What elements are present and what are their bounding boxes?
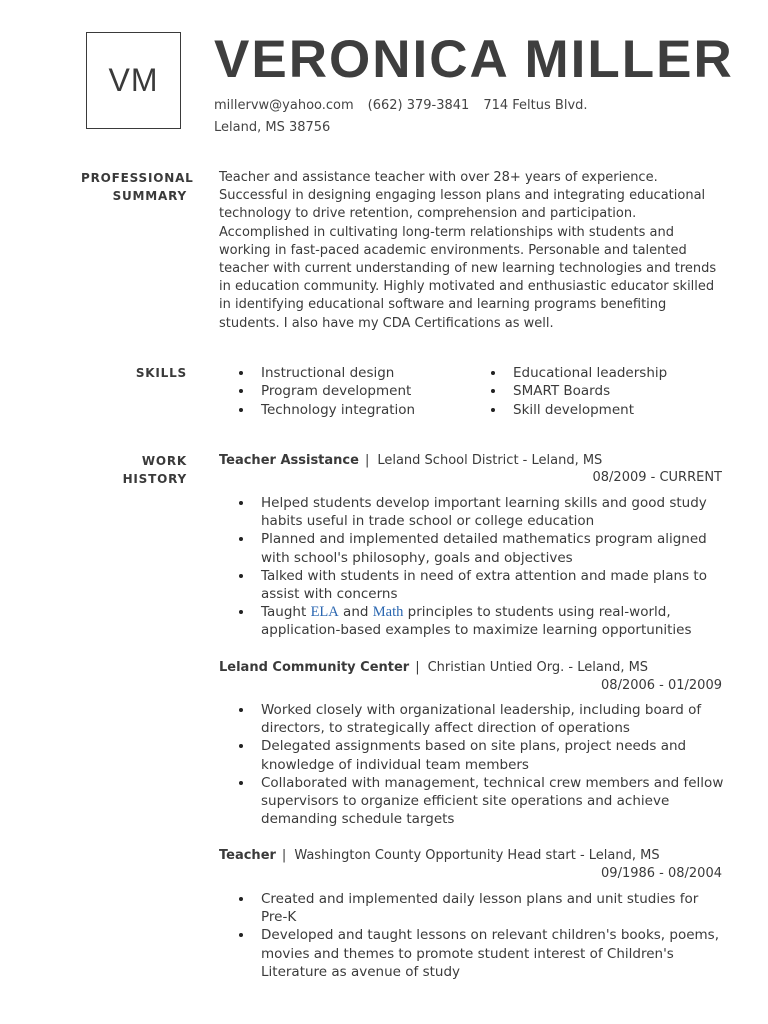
- job-dates: 08/2006 - 01/2009: [601, 678, 722, 693]
- skill-item: Instructional design: [238, 364, 415, 382]
- job-bullet: Worked closely with organizational leadership, including board of directors, to strategically affect direction of operations: [238, 701, 724, 737]
- summary-section-label: [81, 169, 194, 205]
- contact-line: [214, 97, 588, 115]
- email-text: millervw@yahoo.com: [214, 98, 354, 113]
- work-history-section-label: WORK HISTORY: [122, 454, 187, 486]
- job-bullet: Delegated assignments based on site plans, project needs and knowledge of individual team members: [238, 737, 724, 773]
- job-heading: [219, 452, 602, 470]
- job-dates: 09/1986 - 08/2004: [601, 866, 722, 881]
- job-title: Teacher Assistance: [219, 453, 359, 468]
- address-text: 714 Feltus Blvd.: [483, 98, 588, 113]
- job-bullet: Planned and implemented detailed mathematics program aligned with school's philosophy, goals and objectives: [238, 530, 724, 566]
- phone-text: (662) 379-3841: [367, 98, 470, 113]
- candidate-name: VERONICA MILLER: [214, 30, 734, 89]
- summary-text: Teacher and assistance teacher with over 28+ years of experience. Successful in designing engaging lesson plans and integrating educational technology to drive retention, comprehension and participation. Accomplished in cultivating long-term relationships with students and working in fast-paced academic environments. Personable and talented teacher with current understanding of new learning technologies and trends in education community. Highly motivated and enthusiastic educator skilled in identifying educational software and learning programs benefiting students. I also have my CDA Certifications as well.: [219, 170, 717, 331]
- job-bullets: [238, 890, 724, 981]
- skill-item: Technology integration: [238, 401, 415, 419]
- job-bullets: [238, 494, 724, 640]
- skill-item: SMART Boards: [490, 382, 667, 400]
- summary-label-line2: SUMMARY: [112, 189, 187, 203]
- job-bullet: Talked with students in need of extra attention and made plans to assist with concerns: [238, 567, 724, 603]
- job-separator: |: [364, 453, 370, 468]
- bullet-text: Taught: [261, 604, 311, 621]
- skill-item: Skill development: [490, 401, 667, 419]
- skills-list-left: [238, 364, 415, 419]
- job-org: Washington County Opportunity Head start - Leland, MS: [294, 848, 660, 863]
- job-dates: 08/2009 - CURRENT: [592, 470, 722, 485]
- job-title: Teacher: [219, 848, 276, 863]
- skill-item: Program development: [238, 382, 415, 400]
- job-bullet: Helped students develop important learning skills and good study habits useful in trade school or college education: [238, 494, 724, 530]
- job-heading: [219, 847, 660, 865]
- job-org: Leland School District - Leland, MS: [377, 453, 603, 468]
- job-bullet: Created and implemented daily lesson plans and unit studies for Pre-K: [238, 890, 724, 926]
- job-bullet: [238, 603, 724, 639]
- job-bullet: Developed and taught lessons on relevant children's books, poems, movies and themes to promote student interest of Children's Literature as avenue of study: [238, 926, 724, 981]
- highlight-math: Math: [372, 604, 404, 621]
- job-bullets: [238, 701, 724, 828]
- city-state-zip: Leland, MS 38756: [214, 120, 331, 135]
- job-separator: |: [415, 660, 420, 675]
- job-title: Leland Community Center: [219, 660, 410, 675]
- skills-section-label: SKILLS: [135, 366, 187, 380]
- job-org: Christian Untied Org. - Leland, MS: [427, 660, 649, 675]
- highlight-ela: ELA: [310, 604, 339, 621]
- job-bullet: Collaborated with management, technical crew members and fellow supervisors to organize efficient site operations and achieve demanding schedule targets: [238, 774, 724, 829]
- job-heading: [219, 659, 648, 677]
- bullet-text: and: [338, 604, 373, 621]
- skill-item: Educational leadership: [490, 364, 667, 382]
- summary-label-line1: PROFESSIONAL: [81, 171, 194, 185]
- bullet-text: principles to students using real-world, application-based examples to maximize learning opportunities: [261, 604, 692, 639]
- skills-list-right: [490, 364, 667, 419]
- job-separator: |: [281, 848, 287, 863]
- monogram-logo: VM: [86, 32, 181, 129]
